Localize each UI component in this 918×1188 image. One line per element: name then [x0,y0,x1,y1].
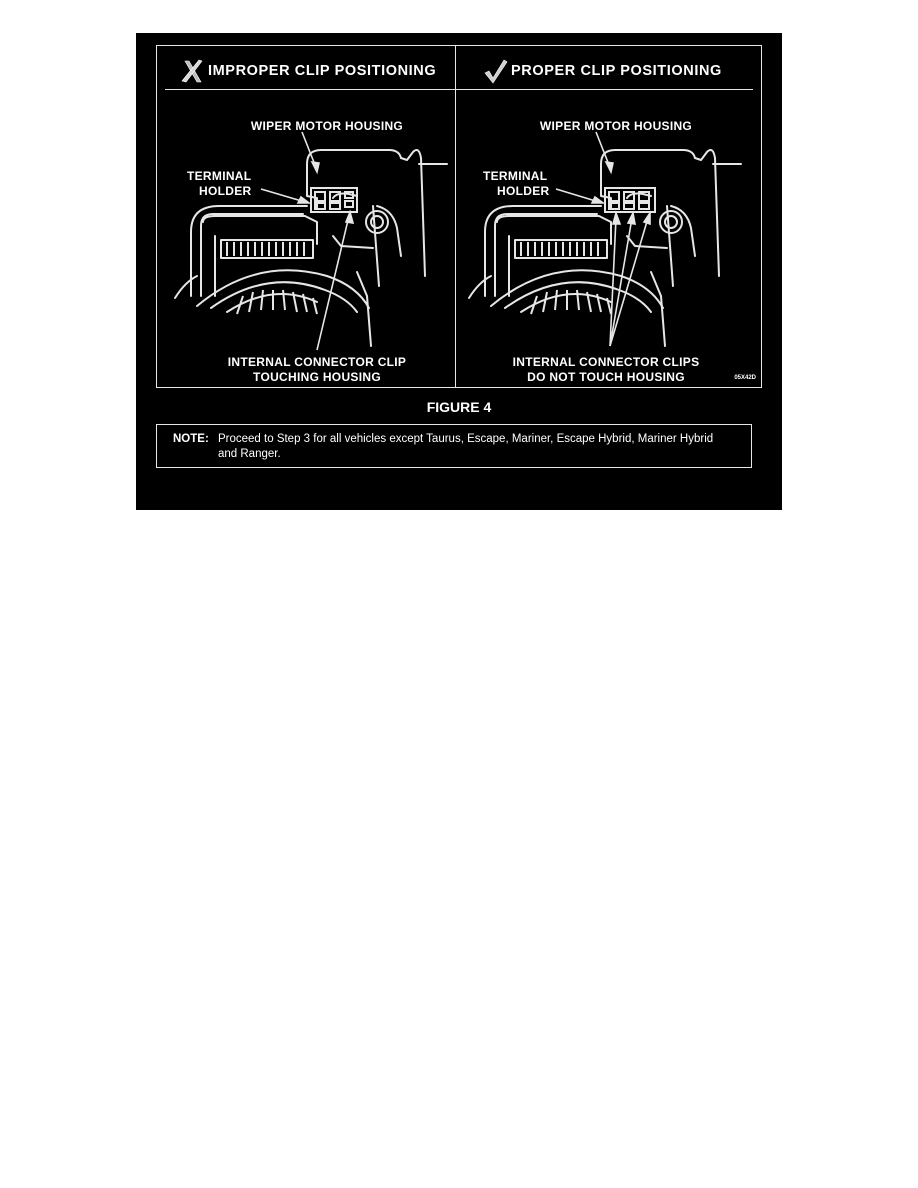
proper-heading-text: PROPER CLIP POSITIONING [511,63,722,79]
figure-frame [156,45,762,388]
terminal-label: TERMINAL [187,169,252,183]
clip-label-line2: TOUCHING HOUSING [253,370,381,384]
figure-plate [136,33,782,510]
proper-motor-illustration [456,46,762,389]
wiper-motor-housing-label: WIPER MOTOR HOUSING [250,119,404,133]
clip-label-line2: DO NOT TOUCH HOUSING [527,370,685,384]
figure-caption: FIGURE 4 [426,399,492,415]
holder-label: HOLDER [199,184,252,198]
clip-label-line1: INTERNAL CONNECTOR CLIPS [512,355,700,369]
improper-heading-text: IMPROPER CLIP POSITIONING [208,63,437,79]
image-code: 05X42D [734,375,756,381]
terminal-label: TERMINAL [483,169,548,183]
note-text: Proceed to Step 3 for all vehicles except Taurus, Escape, Mariner, Escape Hybrid, Mariner Hybrid and Ranger. [218,433,714,460]
improper-motor-illustration [157,46,455,389]
wiper-motor-housing-label: WIPER MOTOR HOUSING [539,119,693,133]
note-box [156,424,752,468]
clip-label-line1: INTERNAL CONNECTOR CLIP [227,355,407,369]
note-label: NOTE: [173,433,209,445]
proper-panel [456,46,762,387]
holder-label: HOLDER [497,184,550,198]
improper-panel [157,46,455,387]
